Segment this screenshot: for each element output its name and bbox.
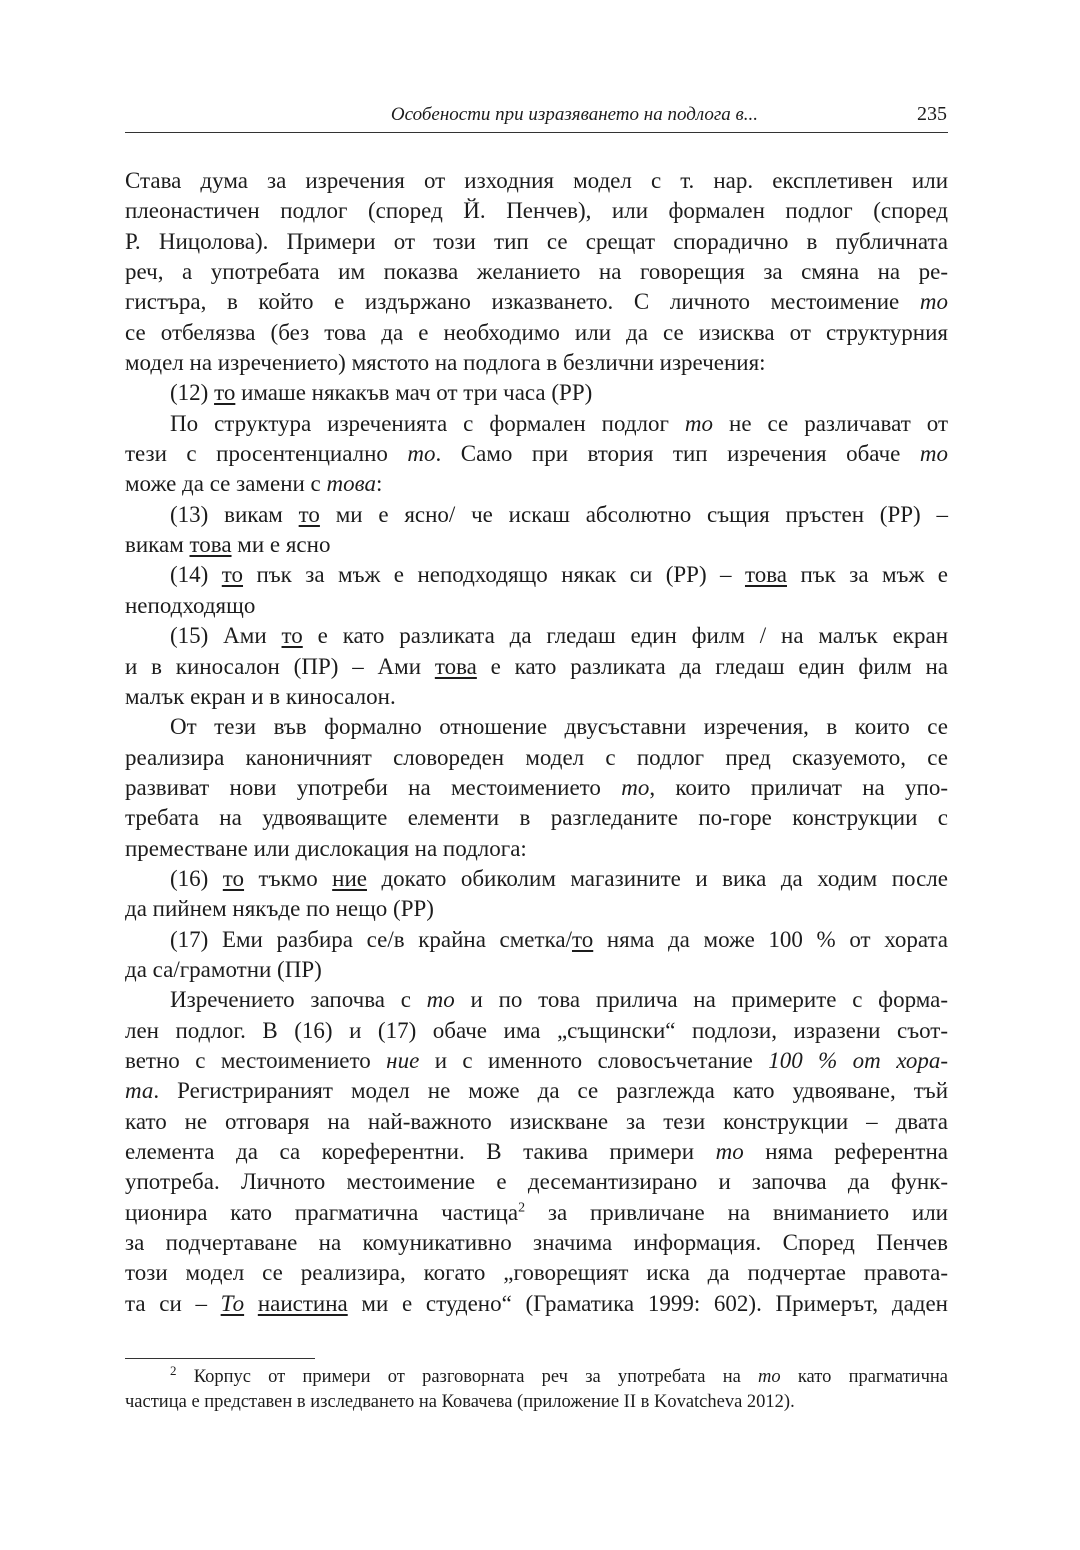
example-14-cont: неподходящо — [125, 592, 256, 618]
text-line: Става дума за изречения от изходния модел с т. нар. експлетивен или — [125, 168, 948, 193]
text-line: за подчертаване на комуникативно значима информация. Според Пенчев — [125, 1230, 948, 1256]
text-line: модел на изречението) мястото на подлога в безлични изречения: — [125, 350, 766, 376]
example-15-cont: малък екран и в киносалон. — [125, 683, 396, 709]
text-line: Изречението започва с то и по това прилича на примерите с форма- — [170, 987, 948, 1013]
example-15-cont: и в киносалон (ПР) – Ами това е като разликата да гледаш един филм на — [125, 653, 949, 679]
text-line: та. Регистрираният модел не може да се разглежда като удвояване, тъй — [125, 1078, 948, 1104]
footnote-divider — [125, 1358, 315, 1359]
example-13: (13) викам то ми е ясно/ че искаш абсолютно същия пръстен (РР) – — [170, 501, 948, 527]
example-13-cont: викам това ми е ясно — [125, 532, 331, 558]
footnotes — [125, 1362, 948, 1415]
text-line: може да се замени с това: — [125, 471, 383, 497]
text-line: елемента да са кореферентни. В такива примери то няма референтна — [125, 1139, 948, 1164]
text-line: този модел се реализира, когато „говорещият иска да подчертае правота- — [125, 1260, 948, 1286]
example-17: (17) Еми разбира се/в крайна сметка/то няма да може 100 % от хората — [170, 926, 948, 952]
text-line: гистъра, в който е издържано изказването. С личното местоимение то — [125, 289, 948, 315]
text-line: развиват нови употреби на местоимението то, които приличат на упо- — [125, 774, 948, 800]
footnote-ref[interactable]: 2 — [518, 1200, 526, 1216]
text-line: реч, а употребата им показва желанието на говорещия за смяна на ре- — [125, 259, 948, 285]
text-line: тези с просентенциално то. Само при втория тип изречения обаче то — [125, 441, 948, 467]
example-16: (16) то тъкмо ние докато обиколим магазините и вика да ходим после — [170, 865, 948, 891]
text-line: плеонастичен подлог (според Й. Пенчев), или формален подлог (според — [125, 198, 948, 224]
body-text — [125, 166, 948, 1319]
text-line: ционира като прагматична частица$^2$ за привличане на вниманието или — [125, 1199, 948, 1225]
text-line: като не отговаря на най-важното изискване за тези конструкции – двата — [125, 1108, 948, 1134]
footnote-2: $^2$ Корпус от примери от разговорната реч за употребата на то като прагматична — [170, 1362, 948, 1387]
text-line: Р. Ницолова). Примери от този тип се срещат спорадично в публичната — [125, 228, 948, 254]
text-line: реализира каноничният словореден модел с подлог пред сказуемото, се — [125, 744, 948, 770]
example-15: (15) Ами то е като разликата да гледаш един филм / на малък екран — [170, 623, 948, 649]
underlined-word: то — [214, 380, 236, 406]
page-number: 235 — [917, 103, 947, 125]
text-line: По структура изреченията с формален подлог то не се различават от — [170, 410, 948, 436]
text-line: требата на удвояващите елементи в разгледаните по-горе конструкции с — [125, 805, 948, 831]
example-17-cont: да са/грамотни (ПР) — [125, 956, 322, 982]
footnote-number: 2 — [170, 1362, 177, 1378]
example-16-cont: да пийнем някъде по нещо (РР) — [125, 896, 434, 922]
text-line: ветно с местоимението ние и с именното словосъчетание 100 % от хора- — [125, 1047, 948, 1073]
footnote-2-cont: частица е представен в изследването на Ковачева (приложение II в Kovatcheva 2012). — [125, 1392, 795, 1412]
example-14: (14) то пък за мъж е неподходящо някак си (РР) – това пък за мъж е — [170, 562, 948, 588]
italic-term: то — [919, 289, 948, 315]
text-line: употреба. Личното местоимение е десемантизирано и започва да функ- — [125, 1169, 948, 1195]
text-line: се отбелязва (без това да е необходимо или да се изисква от структурния — [125, 319, 948, 345]
text-line: та си – То наистина ми е студено“ (Граматика 1999: 602). Примерът, даден — [125, 1290, 948, 1316]
text-line: От тези във формално отношение двусъставни изречения, в които се — [170, 714, 948, 740]
text-line: лен подлог. В (16) и (17) обаче има „същински“ подлози, изразени съот- — [125, 1017, 948, 1043]
text-line: преместване или дислокация на подлога: — [125, 835, 527, 861]
running-header — [125, 96, 948, 133]
example-12: (12) то имаше някакъв мач от три часа (РР) — [170, 380, 593, 406]
running-title: Особености при изразяването на подлога в... — [390, 104, 758, 125]
